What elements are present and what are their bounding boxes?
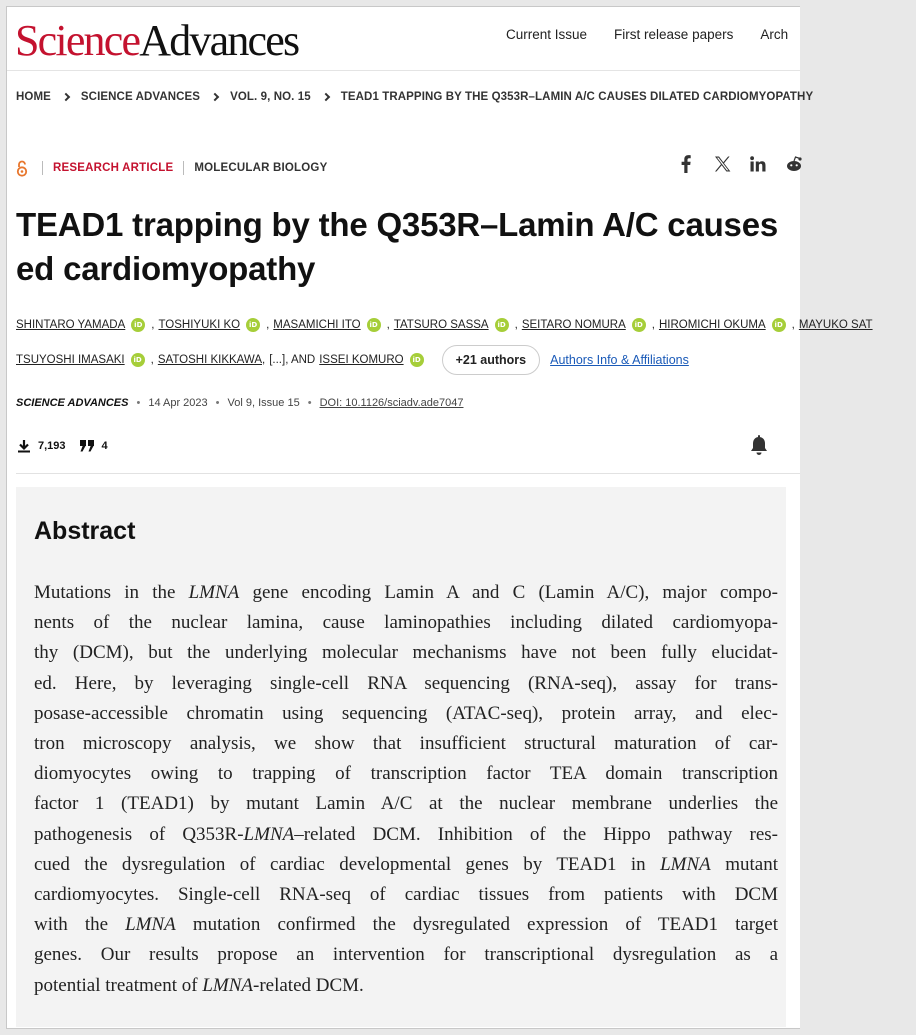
bell-icon[interactable] xyxy=(749,435,769,462)
abstract-line: factor 1 (TEAD1) by mutant Lamin A/C at the nuclear membrane underlies the xyxy=(34,793,778,815)
reddit-icon[interactable] xyxy=(785,155,803,173)
divider xyxy=(42,161,43,175)
nav-first-release[interactable]: First release papers xyxy=(614,27,734,42)
orcid-icon[interactable]: iD xyxy=(632,318,646,332)
abstract-text xyxy=(34,578,778,1001)
pub-date: 14 Apr 2023 xyxy=(148,397,208,409)
comma: , xyxy=(150,354,154,366)
gene-name: LMNA xyxy=(188,582,240,603)
author-row xyxy=(16,317,916,333)
author-link[interactable]: MAYUKO SAT xyxy=(798,319,873,331)
citation-icon xyxy=(80,440,95,452)
chevron-right-icon xyxy=(321,93,329,101)
breadcrumb xyxy=(16,91,813,103)
breadcrumb-home[interactable]: HOME xyxy=(16,91,51,103)
abstract-section xyxy=(16,487,786,1027)
author-link[interactable]: SHINTARO YAMADA xyxy=(16,319,126,331)
more-authors-button[interactable]: +21 authors xyxy=(442,345,541,375)
breadcrumb-journal[interactable]: SCIENCE ADVANCES xyxy=(80,91,201,103)
site-logo[interactable] xyxy=(15,16,299,65)
abstract-line: potential treatment of LMNA-related DCM. xyxy=(34,974,364,996)
gene-name: LMNA xyxy=(660,853,711,875)
orcid-icon[interactable]: iD xyxy=(367,318,381,332)
orcid-icon[interactable]: iD xyxy=(246,318,260,332)
chevron-right-icon xyxy=(62,93,70,101)
abstract-line: Mutations in the LMNA gene encoding Lamin A and C (Lamin A/C), major compo- xyxy=(34,582,778,603)
site-header xyxy=(7,7,800,71)
affiliations-link[interactable]: Authors Info & Affiliations xyxy=(550,353,689,367)
page-frame xyxy=(6,6,873,1029)
author-row xyxy=(16,345,916,375)
author-link[interactable]: ISSEI KOMURO xyxy=(319,354,404,366)
abstract-line: with the LMNA mutation confirmed the dysregulated expression of TEAD1 target xyxy=(34,914,778,936)
logo-advances: Advances xyxy=(139,16,299,65)
gene-name: LMNA xyxy=(243,823,295,845)
author-link[interactable]: SEITARO NOMURA xyxy=(521,319,626,331)
volume-issue[interactable]: Vol 9, Issue 15 xyxy=(227,397,300,409)
article-title xyxy=(16,203,916,291)
orcid-icon[interactable]: iD xyxy=(772,318,786,332)
separator-dot: • xyxy=(307,397,312,409)
doi-link[interactable]: DOI: 10.1126/sciadv.ade7047 xyxy=(319,397,464,409)
article-type[interactable]: RESEARCH ARTICLE xyxy=(53,162,174,174)
abstract-line: genes. Our results propose an intervention for transcriptional dysregulation as a xyxy=(34,944,778,966)
abstract-line: pathogenesis of Q353R-LMNA–related DCM. Inhibition of the Hippo pathway res- xyxy=(34,823,778,845)
comma: , xyxy=(151,319,155,331)
logo-science: Science xyxy=(15,16,140,65)
orcid-icon[interactable]: iD xyxy=(495,318,509,332)
author-link[interactable]: TSUYOSHI IMASAKI xyxy=(16,354,125,366)
article-subject[interactable]: MOLECULAR BIOLOGY xyxy=(194,162,328,174)
open-access-icon xyxy=(16,159,30,177)
separator-dot: • xyxy=(136,397,141,409)
title-line-1: TEAD1 trapping by the Q353R–Lamin A/C causes xyxy=(16,206,779,243)
download-count: 7,193 xyxy=(38,440,66,452)
comma: , xyxy=(514,319,518,331)
author-link[interactable]: TATSURO SASSA xyxy=(393,319,489,331)
chevron-right-icon xyxy=(211,93,219,101)
journal-name[interactable]: SCIENCE ADVANCES xyxy=(16,397,129,409)
gene-name: LMNA xyxy=(202,974,253,996)
comma: , xyxy=(651,319,655,331)
download-icon xyxy=(17,439,31,453)
top-nav xyxy=(506,27,788,42)
linkedin-icon[interactable] xyxy=(749,155,767,173)
article-type-line xyxy=(16,159,327,177)
abstract-line: ed. Here, by leveraging single-cell RNA sequencing (RNA-seq), assay for trans- xyxy=(34,672,778,694)
gene-name: LMNA xyxy=(125,914,176,936)
abstract-line: cued the dysregulation of cardiac developmental genes by TEAD1 in LMNA mutant xyxy=(34,853,778,875)
nav-current-issue[interactable]: Current Issue xyxy=(506,27,588,42)
breadcrumb-current: TEAD1 TRAPPING BY THE Q353R–LAMIN A/C CAUSES DILATED CARDIOMYOPATHY xyxy=(340,91,814,103)
article-metrics xyxy=(17,439,108,453)
journal-info xyxy=(16,397,463,409)
author-link[interactable]: MASAMICHI ITO xyxy=(273,319,361,331)
share-bar xyxy=(677,155,803,173)
author-ellipsis[interactable]: [...], AND xyxy=(269,354,316,366)
citation-count: 4 xyxy=(101,440,108,452)
comma: , xyxy=(386,319,390,331)
nav-archive[interactable]: Arch xyxy=(760,27,789,42)
breadcrumb-issue[interactable]: VOL. 9, NO. 15 xyxy=(230,91,311,103)
orcid-icon[interactable]: iD xyxy=(410,353,424,367)
separator-dot: • xyxy=(215,397,220,409)
orcid-icon[interactable]: iD xyxy=(131,353,145,367)
abstract-line: nents of the nuclear lamina, cause laminopathies including dilated cardiomyopa- xyxy=(34,612,778,634)
divider xyxy=(183,161,184,175)
abstract-line: posase-accessible chromatin using sequencing (ATAC-seq), protein array, and elec- xyxy=(34,702,778,724)
comma: , xyxy=(266,319,270,331)
author-list xyxy=(16,317,916,375)
x-icon[interactable] xyxy=(713,155,731,173)
abstract-heading: Abstract xyxy=(34,517,136,545)
facebook-icon[interactable] xyxy=(677,155,695,173)
comma: , xyxy=(262,354,266,366)
title-line-2: ed cardiomyopathy xyxy=(16,250,316,287)
author-link[interactable]: SATOSHI KIKKAWA xyxy=(157,354,263,366)
divider xyxy=(16,473,800,474)
abstract-line: thy (DCM), but the underlying molecular mechanisms have not been fully elucidat- xyxy=(34,642,778,664)
abstract-line: diomyocytes owing to trapping of transcription factor TEA domain transcription xyxy=(34,763,778,785)
orcid-icon[interactable]: iD xyxy=(131,318,145,332)
abstract-line: cardiomyocytes. Single-cell RNA-seq of cardiac tissues from patients with DCM xyxy=(34,884,778,906)
comma: , xyxy=(791,319,795,331)
author-link[interactable]: HIROMICHI OKUMA xyxy=(658,319,766,331)
author-link[interactable]: TOSHIYUKI KO xyxy=(158,319,241,331)
abstract-line: tron microscopy analysis, we show that insufficient structural maturation of car- xyxy=(34,733,778,755)
